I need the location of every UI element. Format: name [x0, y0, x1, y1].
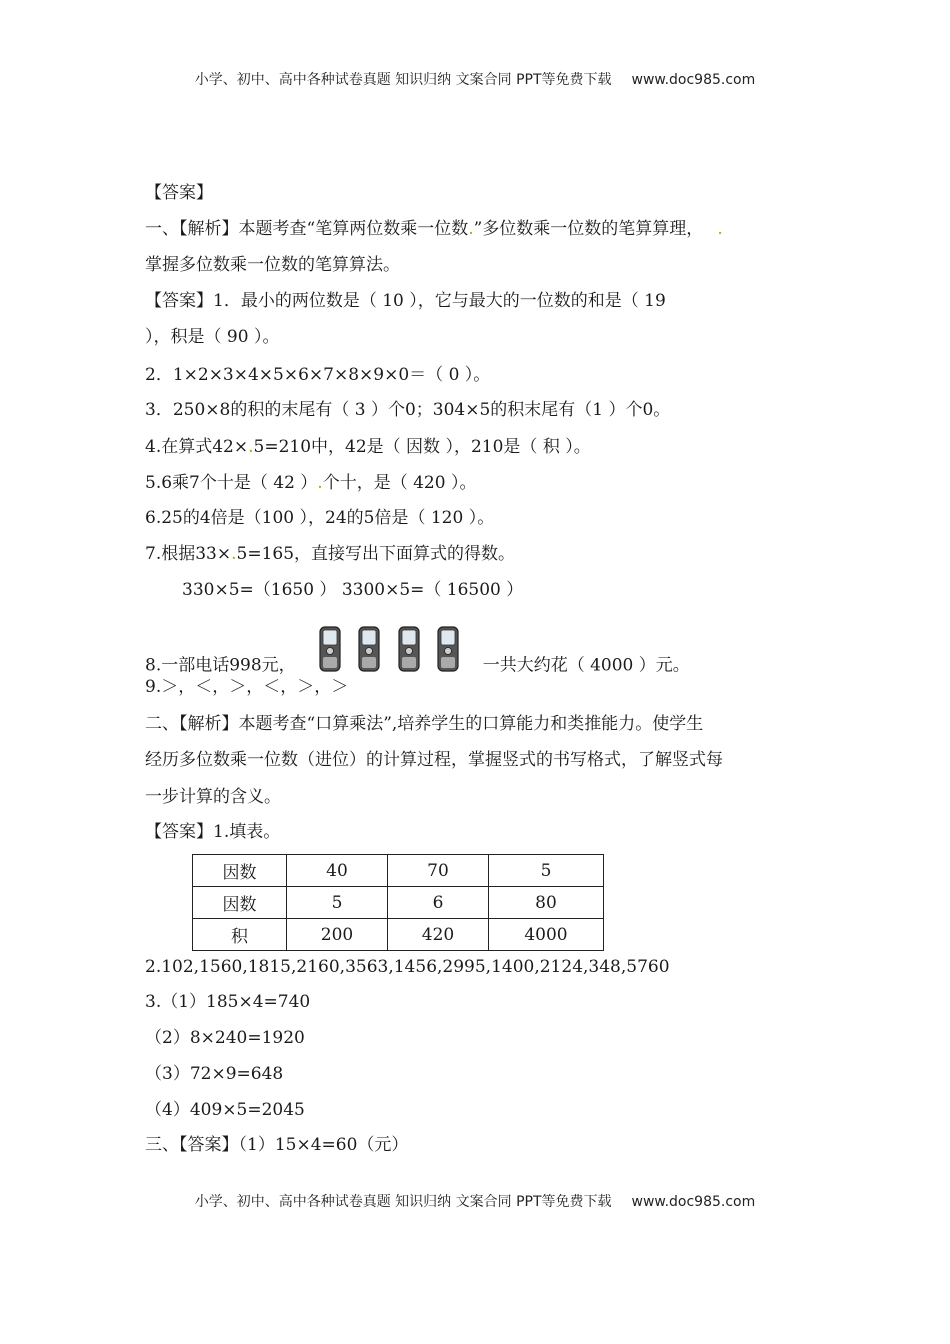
table-cell: 5 [287, 887, 388, 919]
mobile-phone-icon [358, 626, 380, 678]
table-cell: 6 [388, 887, 489, 919]
section1-intro-line2: 掌握多位数乘一位数的笔算算法。 [145, 255, 400, 275]
section2-line3: 一步计算的含义。 [145, 787, 281, 807]
q8-line: 8.一部电话998元， 一共大约花（ 4000 ）元。 [145, 640, 690, 692]
dot-mark: . [248, 437, 254, 457]
q1-line1: 【答案】1．最小的两位数是（ 10 ），它与最大的一位数的和是（ 19 [145, 291, 666, 311]
mobile-phone-icon [319, 626, 341, 678]
table-cell: 200 [287, 919, 388, 951]
q5-line: 5.6乘7个十是（ 42 ）.个十，是（ 420 ）。 [145, 473, 477, 493]
table-row [193, 855, 604, 887]
mobile-phone-icon [398, 626, 420, 678]
header-text: 小学、初中、高中各种试卷真题 知识归纳 文案合同 PPT等免费下载 [194, 72, 612, 88]
table-cell: 420 [388, 919, 489, 951]
table-cell: 4000 [489, 919, 604, 951]
answer-heading: 【答案】 [145, 183, 213, 203]
q7-line: 7.根据33×.5=165，直接写出下面算式的得数。 [145, 544, 516, 564]
section1-intro: 一、【解析】本题考查“笔算两位数乘一位数.”多位数乘一位数的笔算算理， . [145, 219, 723, 239]
table-cell: 5 [489, 855, 604, 887]
phone-group [319, 626, 471, 678]
table-cell: 因数 [193, 855, 287, 887]
footer-text: 小学、初中、高中各种试卷真题 知识归纳 文案合同 PPT等免费下载 [194, 1194, 612, 1210]
table-cell: 70 [388, 855, 489, 887]
q3-line: 3．250×8的积的末尾有（ 3 ）个0；304×5的积末尾有（1 ）个0。 [145, 400, 671, 420]
table-cell: 40 [287, 855, 388, 887]
q2-line: 2．1×2×3×4×5×6×7×8×9×0＝（ 0 ）。 [145, 365, 491, 385]
table-row [193, 919, 604, 951]
q1-line2: ），积是（ 90 ）。 [145, 327, 280, 347]
problem3-line4: （4）409×5=2045 [145, 1100, 305, 1120]
mobile-phone-icon [437, 626, 459, 678]
dot-mark: . [317, 473, 323, 493]
q7-answers: 330×5=（1650 ） 3300×5=（ 16500 ） [182, 580, 524, 600]
dot-mark: . [717, 219, 723, 239]
section2-line1: 二、【解析】本题考查“口算乘法”,培养学生的口算能力和类推能力。使学生 [145, 714, 704, 734]
problem3-line3: （3）72×9=648 [145, 1064, 284, 1084]
page-header [0, 69, 950, 89]
section2-line2: 经历多位数乘一位数（进位）的计算过程，掌握竖式的书写格式，了解竖式每 [145, 750, 723, 770]
page-footer [0, 1191, 950, 1211]
q4-line: 4.在算式42×.5=210中，42是（ 因数 ），210是（ 积 ）。 [145, 437, 591, 457]
table-cell: 因数 [193, 887, 287, 919]
table-cell: 80 [489, 887, 604, 919]
header-site: www.doc985.com [631, 72, 756, 88]
table-row [193, 887, 604, 919]
problem3-line1: 3.（1）185×4=740 [145, 992, 311, 1012]
table-cell: 积 [193, 919, 287, 951]
section3-line: 三、【答案】（1）15×4=60（元） [145, 1135, 409, 1155]
footer-site: www.doc985.com [631, 1194, 756, 1210]
dot-mark: . [231, 544, 237, 564]
problem3-line2: （2）8×240=1920 [145, 1028, 305, 1048]
q6-line: 6.25的4倍是（100 ），24的5倍是（ 120 ）。 [145, 508, 495, 528]
q9-line: 9.＞，＜，＞，＜，＞，＞ [145, 677, 349, 697]
dot-mark: . [468, 219, 474, 239]
problem2-line: 2.102,1560,1815,2160,3563,1456,2995,1400,2124,348,5760 [145, 957, 670, 977]
section2-answer: 【答案】1.填表。 [145, 822, 281, 842]
answer-table [192, 854, 604, 951]
